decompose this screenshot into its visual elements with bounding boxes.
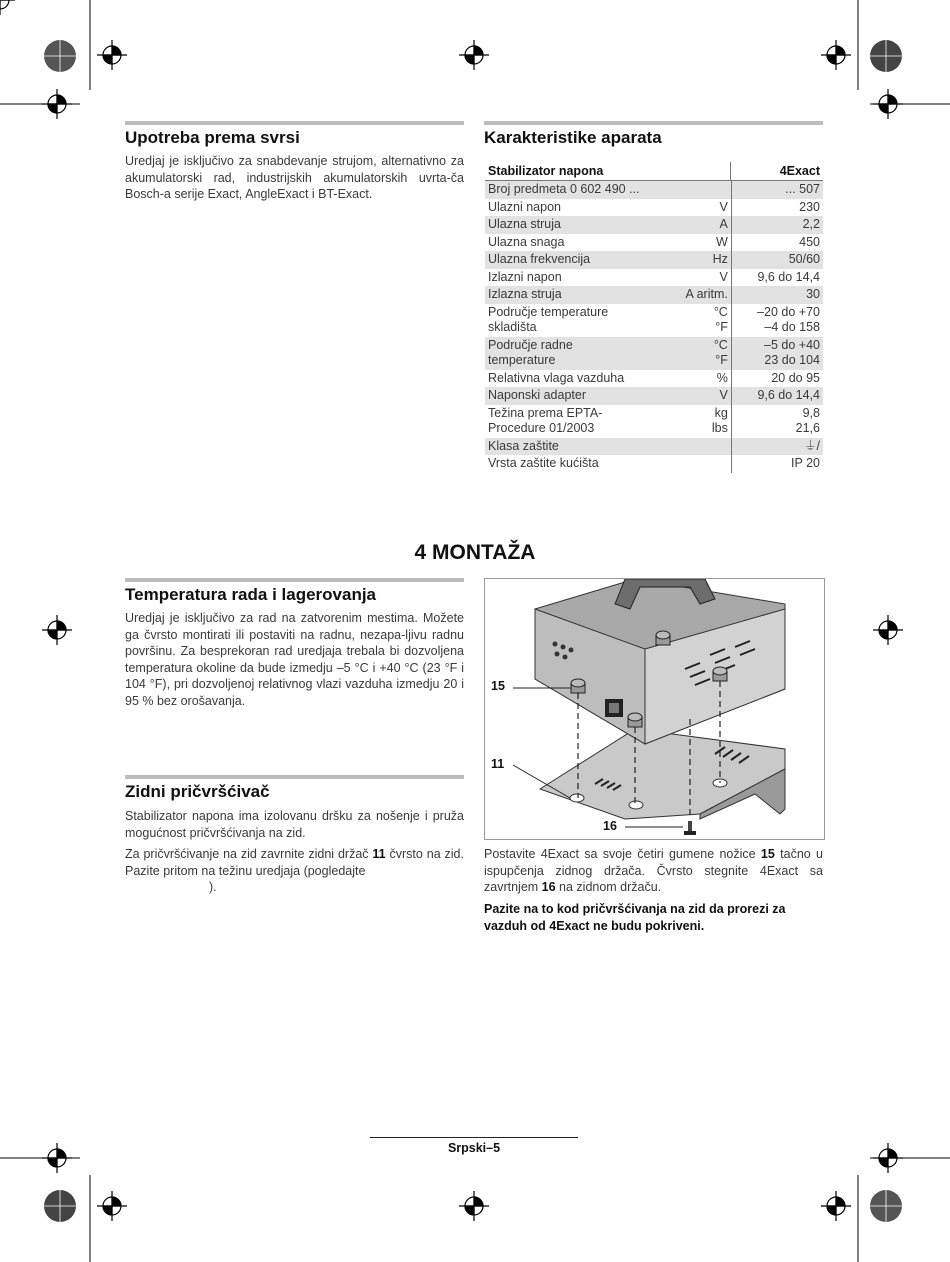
spec-value: IP 20 [731,455,823,473]
spec-value: 20 do 95 [731,370,823,388]
spec-unit-line2: lbs [711,421,728,435]
spec-row [485,304,823,337]
wall-mount-text-part: ). [209,880,217,894]
device-illustration [485,579,824,839]
spec-table-header [485,162,823,181]
ref-number-16: 16 [541,880,556,894]
caption-part: na zidnom držaču. [555,880,662,894]
spec-label: Ulazna struja [485,216,665,234]
spec-value: 9,6 do 14,4 [731,269,823,287]
spec-unit: V [719,199,728,214]
spec-row [485,337,823,370]
spec-value: 9,6 do 14,4 [731,387,823,405]
spec-unit: V [665,387,731,405]
wall-mount-text-2 [125,846,464,896]
spec-row [485,216,823,234]
spec-unit: A [665,216,731,234]
section-title-intended-use: Upotreba prema svrsi [125,121,464,148]
spec-row [485,405,823,438]
spec-unit [665,455,731,473]
spec-label: Ulazna snaga [488,234,565,249]
spec-value: 230 [731,199,823,217]
spec-row [485,387,823,405]
spec-value: 50/60 [731,251,823,269]
page-footer: Srpski–5 [447,1141,501,1155]
section-title-operating-temperature: Temperatura rada i lagerovanja [125,578,464,605]
spec-label: Ulazna frekvencija [485,251,665,269]
spec-row [485,286,823,304]
chapter-title: 4 MONTAŽA [414,541,536,564]
spec-row [485,438,823,456]
spec-value: ... 507 [731,181,823,199]
spec-row [485,234,823,252]
spec-label: Izlazni napon [488,269,562,284]
wall-mount-text-1: Stabilizator napona ima izolovanu dršku za nošenje i pruža mogućnost pričvršćivanja na zid. [125,809,464,840]
spec-value-line1: –5 do +40 [764,337,820,352]
spec-unit [665,337,731,370]
spec-unit: A aritm. [665,286,731,304]
spec-header-label: Stabilizator napona [488,164,604,178]
spec-label [485,405,665,438]
spec-table [485,162,823,181]
spec-label [485,337,665,370]
spec-value: 450 [731,234,823,252]
wall-mount-text-part: Za pričvršćivanje na zid zavrnite zidni držač [125,847,373,861]
spec-unit-line1: kg [714,405,728,420]
spec-row [485,199,823,217]
spec-unit [665,304,731,337]
spec-row [485,181,823,199]
spec-row [485,455,823,473]
spec-unit: V [719,269,728,284]
spec-label [485,304,665,337]
spec-value [731,337,823,370]
spec-value: 2,2 [731,216,823,234]
spec-header-value: 4Exact [731,162,824,181]
spec-label: Klasa zaštite [485,438,665,456]
spec-value-line1: 9,8 [802,405,820,420]
ref-number-11: 11 [372,847,386,861]
spec-unit [665,181,731,199]
operating-temperature-text: Uredjaj je isključivo za rad na zatvorenim mestima. Možete ga čvrsto montirati ili postaviti na radnu, nezapa-ljivu radnu površinu. Za besprekoran rad uredjaja trebala bi dozvoljena temperatura okoline da bude izmedju –5 °C i +40 °C (23 °F i 104 °F), pri dozvoljenoj relativnog vlazi vazduha izmedju 20 i 95 % bez orošavanja. [125,611,464,708]
spec-label: Ulazni napon [488,199,561,214]
spec-label-line2: skladišta [488,320,537,334]
footer-rule [370,1137,578,1138]
spec-value: 30 [731,286,823,304]
wall-mount-text-part: čvrsto na zid. Pazite pritom na težinu uredjaja (pogledajte [125,847,464,878]
spec-value [731,405,823,438]
caption-part: Postavite 4Exact sa svoje četiri gumene nožice [484,847,761,861]
intended-use-text: Uredjaj je isključivo za snabdevanje strujom, alternativno za akumulatorski rad, industrijskih akumulatorskih uvrta-ča Bosch-a serije Exact, AngleExact i BT-Exact. [125,154,464,201]
protection-class-symbol: ⏚/ [731,438,823,456]
spec-value-line2: –4 do 158 [764,320,820,334]
spec-label: Vrsta zaštite kućišta [488,456,599,470]
spec-value-line2: 21,6 [795,421,820,435]
spec-row [485,269,823,287]
spec-label-line1: Težina prema EPTA- [488,405,603,420]
spec-unit-line1: °C [713,304,728,319]
spec-unit: Hz [665,251,731,269]
spec-value [731,304,823,337]
spec-unit [665,405,731,438]
spec-value-line2: 23 do 104 [764,353,820,367]
spec-value-line1: –20 do +70 [757,304,820,319]
section-title-specifications: Karakteristike aparata [484,121,823,148]
spec-unit [665,438,731,456]
section-title-wall-mount: Zidni pričvršćivač [125,775,464,802]
spec-label-line1: Područje radne [488,337,573,352]
spec-row [485,251,823,269]
spec-label: Broj predmeta 0 602 490 ... [485,181,665,199]
spec-unit-line1: °C [713,337,728,352]
ref-number-15: 15 [760,847,775,861]
caption-part: tačno u ispupčenja zidnog držača. Čvrsto stegnite 4Exact sa zavrtnjem [484,847,823,894]
spec-rows [485,181,823,473]
wall-mount-figure [484,578,825,840]
spec-label: Naponski adapter [485,387,665,405]
spec-label-line2: temperature [488,353,556,367]
spec-unit: % [716,370,728,385]
spec-row [485,370,823,388]
spec-label: Relativna vlaga vazduha [488,370,625,385]
spec-unit: W [716,234,728,249]
spec-label: Izlazna struja [485,286,665,304]
spec-label-line2: Procedure 01/2003 [488,421,595,435]
spec-unit-line2: °F [715,320,728,334]
spec-label-line1: Područje temperature [488,304,609,319]
callout-16: 16 [603,819,617,833]
warning-text: Pazite na to kod pričvršćivanja na zid da prorezi za vazduh od 4Exact ne budu pokriveni. [484,902,786,933]
spec-unit-line2: °F [715,353,728,367]
callout-11: 11 [491,757,505,771]
callout-15: 15 [491,679,505,693]
figure-caption [484,846,823,896]
